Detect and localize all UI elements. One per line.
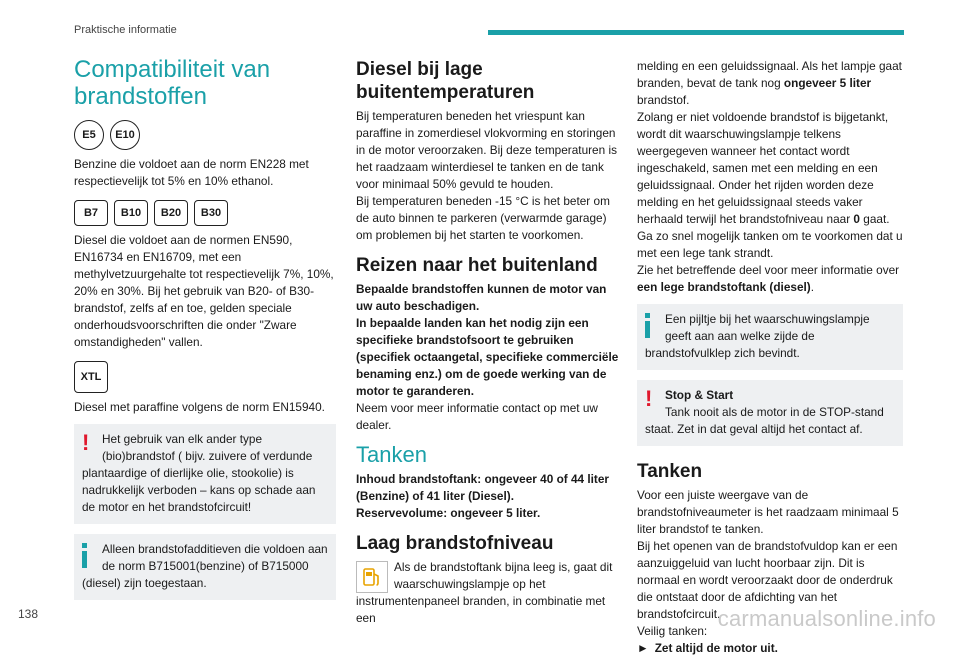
low-fuel-cont-p4: Zie het betreffende deel voor meer informatie over een lege brandstoftank (diesel).: [637, 263, 900, 294]
warning-note-fuel: [74, 424, 336, 524]
fuel-badge-b10: B10: [114, 200, 148, 226]
info-note-additives: [74, 534, 336, 600]
section-title-tanken-2: Tanken: [637, 461, 703, 482]
section-title-abroad: Reizen naar het buitenland: [356, 255, 598, 276]
exclamation-icon: !: [82, 430, 90, 455]
fuel-badge-xtl: XTL: [74, 361, 108, 393]
fuel-badge-e5: E5: [74, 120, 104, 150]
low-fuel-cont-p1: melding en een geluidssignaal. Als het lampje gaat branden, bevat de tank nog ongeveer 5 liter brandstof.: [637, 59, 902, 107]
abroad-bold-1: Bepaalde brandstoffen kunnen de motor van uw auto beschadigen.: [356, 282, 607, 313]
capacity-bold-1: Inhoud brandstoftank: ongeveer 40 of 44 liter (Benzine) of 41 liter (Diesel).: [356, 472, 610, 503]
section-title-compatibility: Compatibiliteit van brandstoffen: [74, 56, 271, 110]
tanken-p3: Veilig tanken:: [637, 624, 708, 638]
fuel-badge-b7: B7: [74, 200, 108, 226]
abroad-text: Neem voor meer informatie contact op met uw dealer.: [356, 401, 598, 432]
fuel-badge-b20: B20: [154, 200, 188, 226]
diesel-badges: [74, 200, 336, 226]
watermark: carmanualsonline.info: [717, 606, 936, 631]
running-header: Praktische informatie: [74, 24, 177, 36]
diesel-cold-p1: Bij temperaturen beneden het vriespunt kan paraffine in zomerdiesel vlokvorming en storingen in de motor veroorzaken. Bij deze temperaturen is het raadzaam winterdiesel te tanken en de tank voor minimaal 50% gevuld te houden.: [356, 109, 617, 191]
tanken-p1: Voor een juiste weergave van de brandstofniveaumeter is het raadzaam minimaal 5 liter brandstof te tanken.: [637, 488, 899, 536]
capacity-bold-2: Reservevolume: ongeveer 5 liter.: [356, 506, 541, 520]
diesel-cold-p2: Bij temperaturen beneden -15 °C is het beter om de auto binnen te parkeren (verwarmde garage) om problemen bij het starten te voorkomen.: [356, 194, 610, 242]
exclamation-icon: !: [645, 386, 653, 411]
info-arrow-text: Een pijltje bij het waarschuwingslampje geeft aan aan welke zijde de brandstofvulklep zich bevindt.: [645, 312, 870, 360]
abroad-bold-2: In bepaalde landen kan het nodig zijn een specifieke brandstofsoort te gebruiken (specifiek octaangetal, specifieke commerciële benaming enz.) om de goede werking van de motor te garanderen.: [356, 316, 619, 398]
header-accent-bar: [488, 30, 904, 35]
column-refuel: [637, 58, 903, 657]
petrol-text: Benzine die voldoet aan de norm EN228 met respectievelijk tot 5% en 10% ethanol.: [74, 157, 309, 188]
tanken-bullet: ► Zet altijd de motor uit.: [637, 641, 778, 655]
info-text: Alleen brandstofadditieven die voldoen aan de norm B715001(benzine) of B715000 (diesel) zijn toegestaan.: [82, 542, 328, 590]
tanken-p2: Bij het openen van de brandstofvuldop kan er een aanzuiggeluid van lucht hoorbaar zijn. Dit is normaal en wordt veroorzaakt door de onderdruk die ontstaat door de afdichting van het brandstofcircuit.: [637, 539, 898, 621]
info-icon: [645, 311, 659, 335]
low-fuel-cont-p2: Zolang er niet voldoende brandstof is bijgetankt, wordt dit waarschuwingslampje telkens weergegeven wanneer het contact wordt ingeschakeld, samen met een melding en een geluidssignaal. Onder het rijden worden deze melding en het geluidssignaal steeds vaker herhaald terwijl het brandstofniveau naar 0 gaat.: [637, 110, 890, 226]
stop-start-title: Stop & Start: [665, 388, 734, 402]
column-diesel: [356, 50, 620, 627]
section-title-tanken: Tanken: [356, 442, 427, 467]
fuel-pump-icon: [356, 561, 388, 593]
xtl-badges: [74, 361, 336, 393]
warning-note-stop-start: [637, 380, 903, 446]
triangle-right-icon: ►: [637, 641, 649, 655]
diesel-text: Diesel die voldoet aan de normen EN590, EN16734 en EN16709, met een methylvetzuurgehalte tot respectievelijk 7%, 10%, 20% en 30%. Bij het gebruik van B20- of B30-brandstof, zelfs af en toe, gelden speciale onderhoudsvoorschriften die onder "Zware omstandigheden" vallen.: [74, 233, 334, 349]
low-fuel-cont-p3: Ga zo snel mogelijk tanken om te voorkomen dat u met een lege tank strandt.: [637, 229, 903, 260]
warning-text: Het gebruik van elk ander type (bio)brandstof ( bijv. zuivere of verdunde plantaardige of dierlijke olie, stookolie) is nadrukkelijk verboden – kans op schade aan de motor en het brandstofcircuit!: [82, 432, 316, 514]
section-title-diesel-cold: Diesel bij lage buitentemperaturen: [356, 59, 535, 103]
info-note-arrow: [637, 304, 903, 370]
page-number: 138: [18, 607, 39, 621]
fuel-badge-e10: E10: [110, 120, 140, 150]
xtl-text: Diesel met paraffine volgens de norm EN15940.: [74, 400, 325, 414]
info-icon: [82, 541, 96, 565]
petrol-badges: [74, 120, 336, 150]
column-compatibility: [74, 50, 336, 610]
fuel-badge-b30: B30: [194, 200, 228, 226]
stop-start-text: Tank nooit als de motor in de STOP-stand staat. Zet in dat geval altijd het contact af.: [645, 405, 884, 436]
section-title-low-fuel: Laag brandstofniveau: [356, 533, 554, 554]
low-fuel-text: Als de brandstoftank bijna leeg is, gaat dit waarschuwingslampje op het instrumentenpaneel branden, in combinatie met een: [356, 560, 613, 625]
